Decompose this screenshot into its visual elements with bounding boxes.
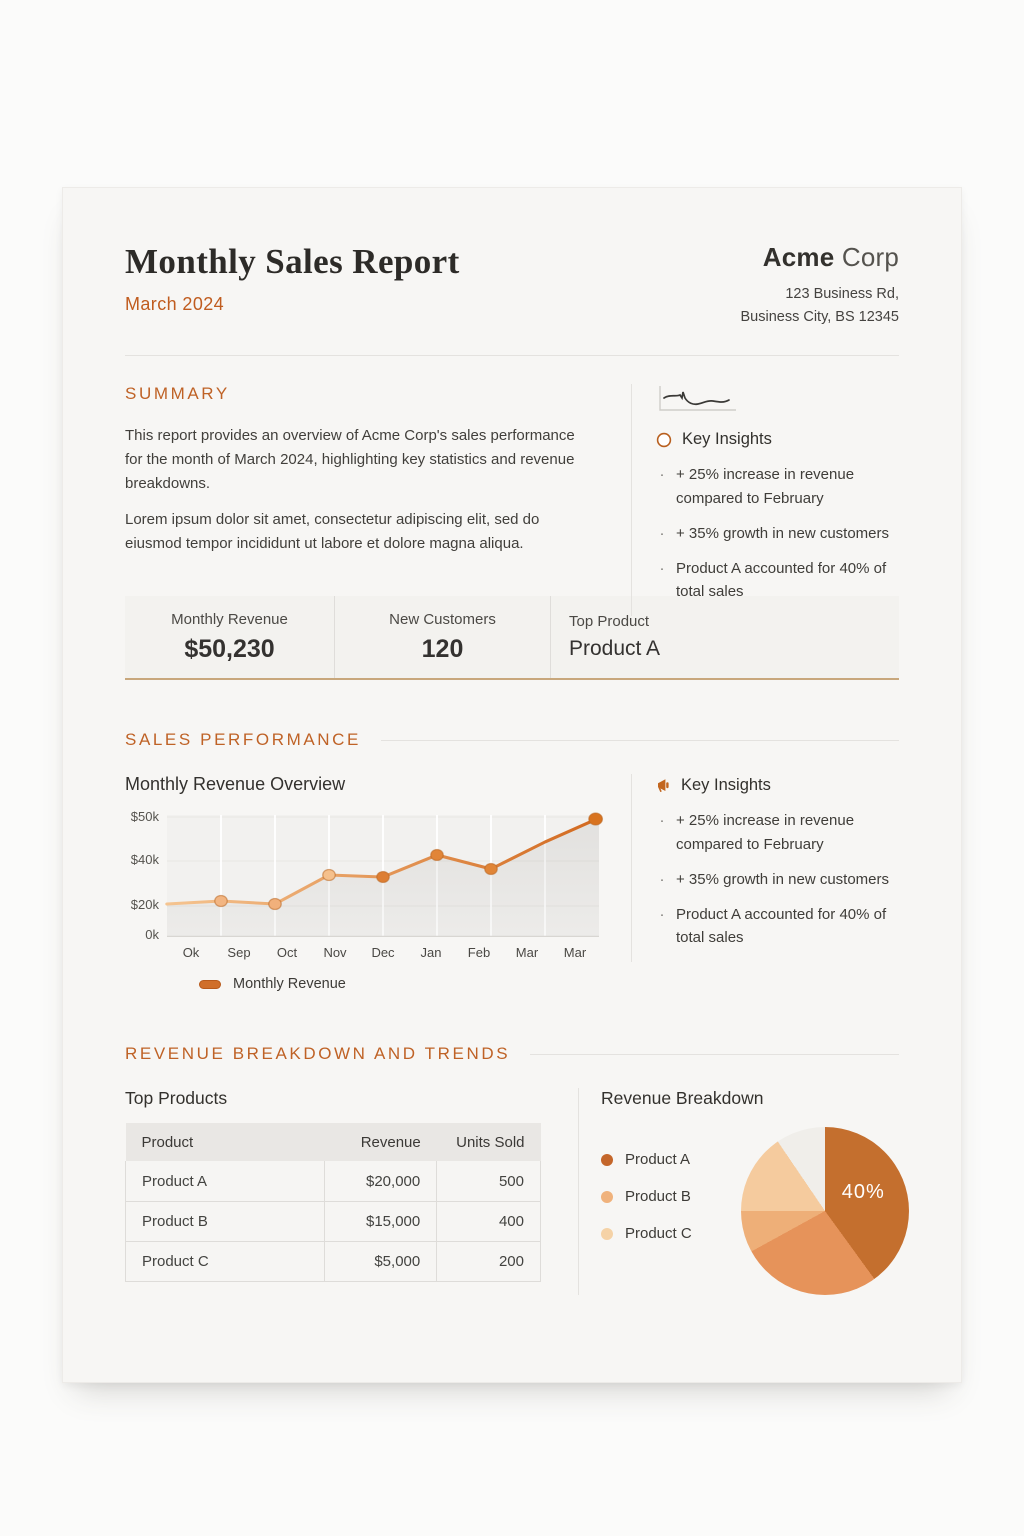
key-insights-title-row [656, 430, 899, 449]
table-row [126, 1201, 541, 1241]
key-insights-title-row [656, 776, 899, 795]
stat-new-customers [335, 596, 551, 678]
pie-chart-column [578, 1088, 909, 1295]
revenue-breakdown-heading: REVENUE BREAKDOWN AND TRENDS [125, 1044, 899, 1064]
cell-revenue: $20,000 [325, 1161, 437, 1201]
legend-label: Monthly Revenue [233, 976, 346, 993]
report-page [62, 187, 962, 1383]
pie-legend-item: Product B [601, 1188, 731, 1205]
megaphone-icon [656, 778, 671, 793]
cell-product: Product A [126, 1161, 325, 1201]
legend-dot-product-c [601, 1228, 613, 1240]
insight-item: · + 25% increase in revenue compared to February [659, 466, 855, 507]
table-title: Top Products [125, 1088, 228, 1109]
x-tick: Sep [227, 945, 251, 961]
x-tick: Dec [371, 945, 395, 961]
address-line-1: 123 Business Rd, [785, 286, 899, 302]
col-units-sold: Units Sold [437, 1123, 541, 1161]
x-tick: Nov [323, 945, 347, 961]
top-products-column [125, 1088, 578, 1282]
key-insights-title: Key Insights [681, 776, 771, 795]
key-insights-title: Key Insights [682, 430, 772, 449]
x-tick: Jan [420, 945, 442, 961]
x-tick: Ok [182, 945, 200, 961]
heading-rule [381, 740, 899, 741]
top-products-table [125, 1123, 541, 1282]
company-name-bold: Acme [762, 242, 835, 272]
company-block [740, 242, 899, 329]
summary-paragraph-2: Lorem ipsum dolor sit amet, consectetur adipiscing elit, sed do eiusmod tempor incididunt ut labore et dolore magna aliqua. [125, 511, 540, 553]
table-row [126, 1161, 541, 1201]
x-tick: Feb [467, 945, 491, 961]
report-date: March 2024 [125, 294, 225, 314]
insight-item: · + 35% growth in new customers [659, 870, 890, 888]
y-tick: 0k [145, 927, 159, 943]
stat-label: Top Product [569, 613, 650, 631]
cell-revenue: $15,000 [325, 1201, 437, 1241]
col-revenue: Revenue [325, 1123, 437, 1161]
cell-revenue: $5,000 [325, 1241, 437, 1281]
chart-legend [199, 976, 599, 992]
company-address [740, 283, 899, 329]
cell-product: Product C [126, 1241, 325, 1281]
key-insights-list-middle [656, 809, 899, 949]
insight-item: · Product A accounted for 40% of total sales [659, 906, 887, 947]
y-tick: $20k [130, 897, 159, 913]
report-header [125, 242, 899, 329]
legend-dot-product-b [601, 1191, 613, 1203]
half-moon-icon [656, 432, 672, 448]
sales-performance-heading: SALES PERFORMANCE [125, 730, 899, 750]
sales-performance-section [125, 774, 899, 992]
header-left [125, 242, 460, 315]
cell-units: 500 [437, 1161, 541, 1201]
x-tick: Oct [276, 945, 298, 961]
pie-title: Revenue Breakdown [601, 1088, 764, 1109]
heading-rule [530, 1054, 899, 1055]
summary-paragraph-1: This report provides an overview of Acme Corp's sales performance for the month of March 2024, highlighting key statistics and revenue breakdowns. [125, 427, 575, 493]
stat-label: New Customers [389, 610, 496, 628]
pie-area [601, 1123, 909, 1295]
stat-label: Monthly Revenue [171, 610, 288, 628]
address-line-2: Business City, BS 12345 [740, 309, 899, 326]
revenue-breakdown-section [125, 1088, 899, 1295]
summary-section [125, 384, 899, 601]
stat-value: 120 [421, 634, 464, 663]
page-title: Monthly Sales Report [125, 242, 460, 281]
insight-item: · + 25% increase in revenue compared to February [659, 812, 855, 853]
line-chart [125, 809, 599, 943]
x-tick: Mar [563, 945, 587, 961]
sparkline-sketch-icon [656, 384, 738, 414]
summary-text-column [125, 384, 599, 568]
insight-item: · + 35% growth in new customers [659, 524, 890, 542]
key-insights-list-top [656, 463, 899, 603]
company-name [740, 242, 899, 273]
revenue-chart-column [125, 774, 599, 992]
y-axis-labels [125, 809, 167, 943]
cell-units: 400 [437, 1201, 541, 1241]
pie-legend-item: Product C [601, 1225, 731, 1242]
pie-legend [601, 1151, 731, 1295]
y-tick: $40k [130, 852, 159, 868]
stat-value: $50,230 [184, 634, 275, 663]
x-axis-labels [167, 945, 599, 960]
cell-units: 200 [437, 1241, 541, 1281]
y-tick: $50k [130, 809, 159, 825]
key-insights-panel-middle [631, 774, 899, 961]
table-header-row [126, 1123, 541, 1161]
pie-legend-item: Product A [601, 1151, 731, 1168]
header-divider [125, 355, 899, 356]
pie-data-label: 40% [841, 1181, 885, 1204]
legend-swatch [199, 980, 221, 989]
insight-item: · Product A accounted for 40% of total sales [659, 560, 887, 601]
chart-title: Monthly Revenue Overview [125, 774, 346, 795]
pie-chart [741, 1127, 909, 1295]
cell-product: Product B [126, 1201, 325, 1241]
key-insights-panel-top [631, 384, 899, 615]
stat-value: Product A [569, 637, 661, 661]
summary-heading: SUMMARY [125, 384, 230, 404]
table-row [126, 1241, 541, 1281]
company-name-light: Corp [834, 242, 899, 272]
plot-area [167, 815, 599, 937]
x-tick: Mar [515, 945, 539, 961]
col-product: Product [126, 1123, 325, 1161]
legend-dot-product-a [601, 1154, 613, 1166]
stat-monthly-revenue [125, 596, 335, 678]
